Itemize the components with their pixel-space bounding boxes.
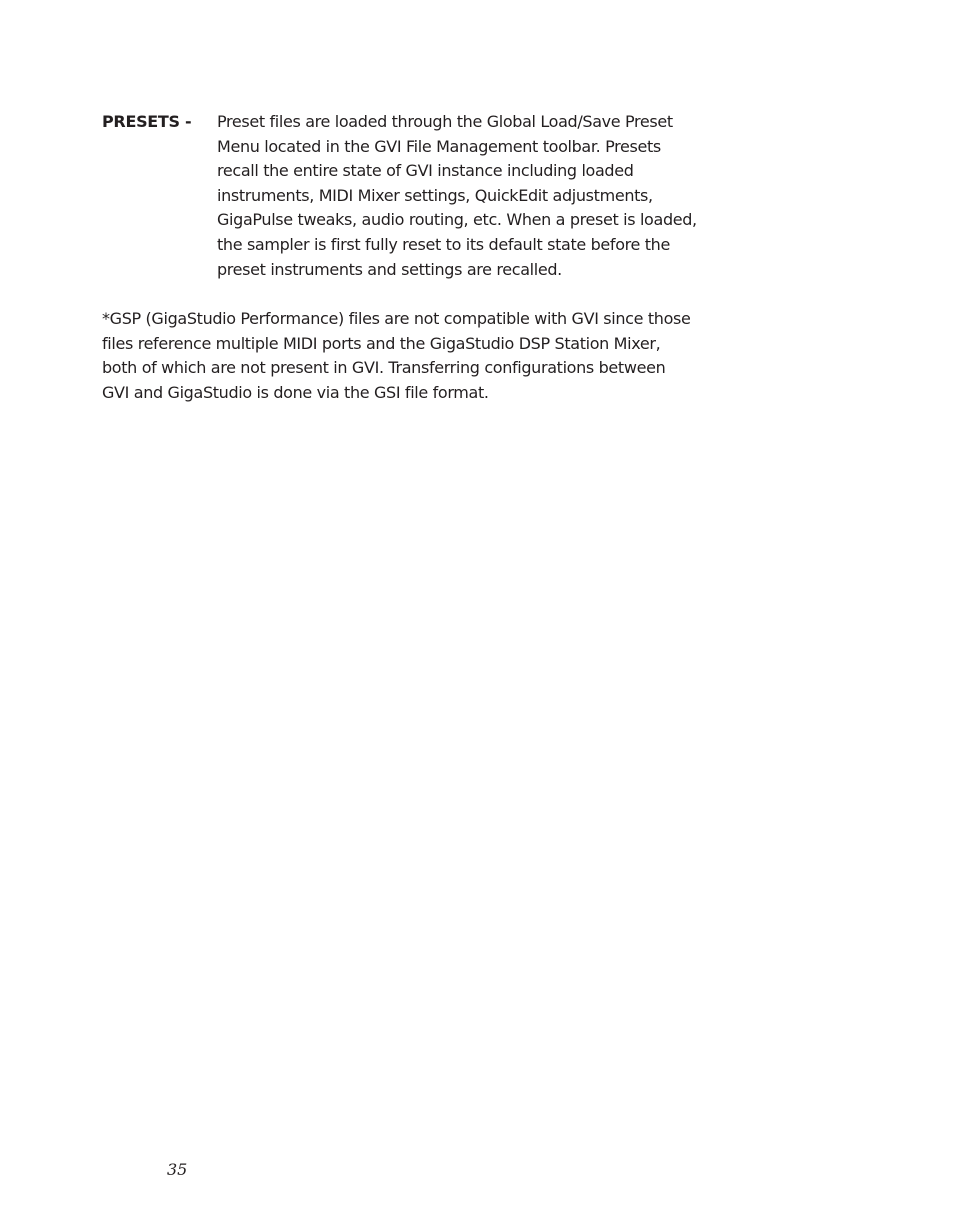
presets-entry: [102, 110, 742, 282]
note-line: GVI and GigaStudio is done via the GSI file format.: [102, 382, 489, 402]
presets-term: PRESETS -: [102, 112, 192, 131]
presets-definition: [217, 110, 737, 282]
definition-line: recall the entire state of GVI instance including loaded: [217, 161, 634, 181]
page-number: 35: [167, 1160, 188, 1179]
definition-line: Menu located in the GVI File Management toolbar. Presets: [217, 136, 661, 156]
note-line: both of which are not present in GVI. Transferring configurations between: [102, 358, 666, 378]
definition-line: GigaPulse tweaks, audio routing, etc. When a preset is loaded,: [217, 210, 697, 230]
definition-line: preset instruments and settings are recalled.: [217, 259, 562, 279]
definition-line: instruments, MIDI Mixer settings, QuickEdit adjustments,: [217, 185, 653, 205]
note-line: files reference multiple MIDI ports and the GigaStudio DSP Station Mixer,: [102, 333, 661, 353]
note-line: *GSP (GigaStudio Performance) files are not compatible with GVI since those: [102, 309, 691, 328]
definition-line: Preset files are loaded through the Global Load/Save Preset: [217, 112, 673, 131]
definition-line: the sampler is first fully reset to its default state before the: [217, 234, 670, 254]
gsp-compatibility-note: [102, 307, 742, 405]
